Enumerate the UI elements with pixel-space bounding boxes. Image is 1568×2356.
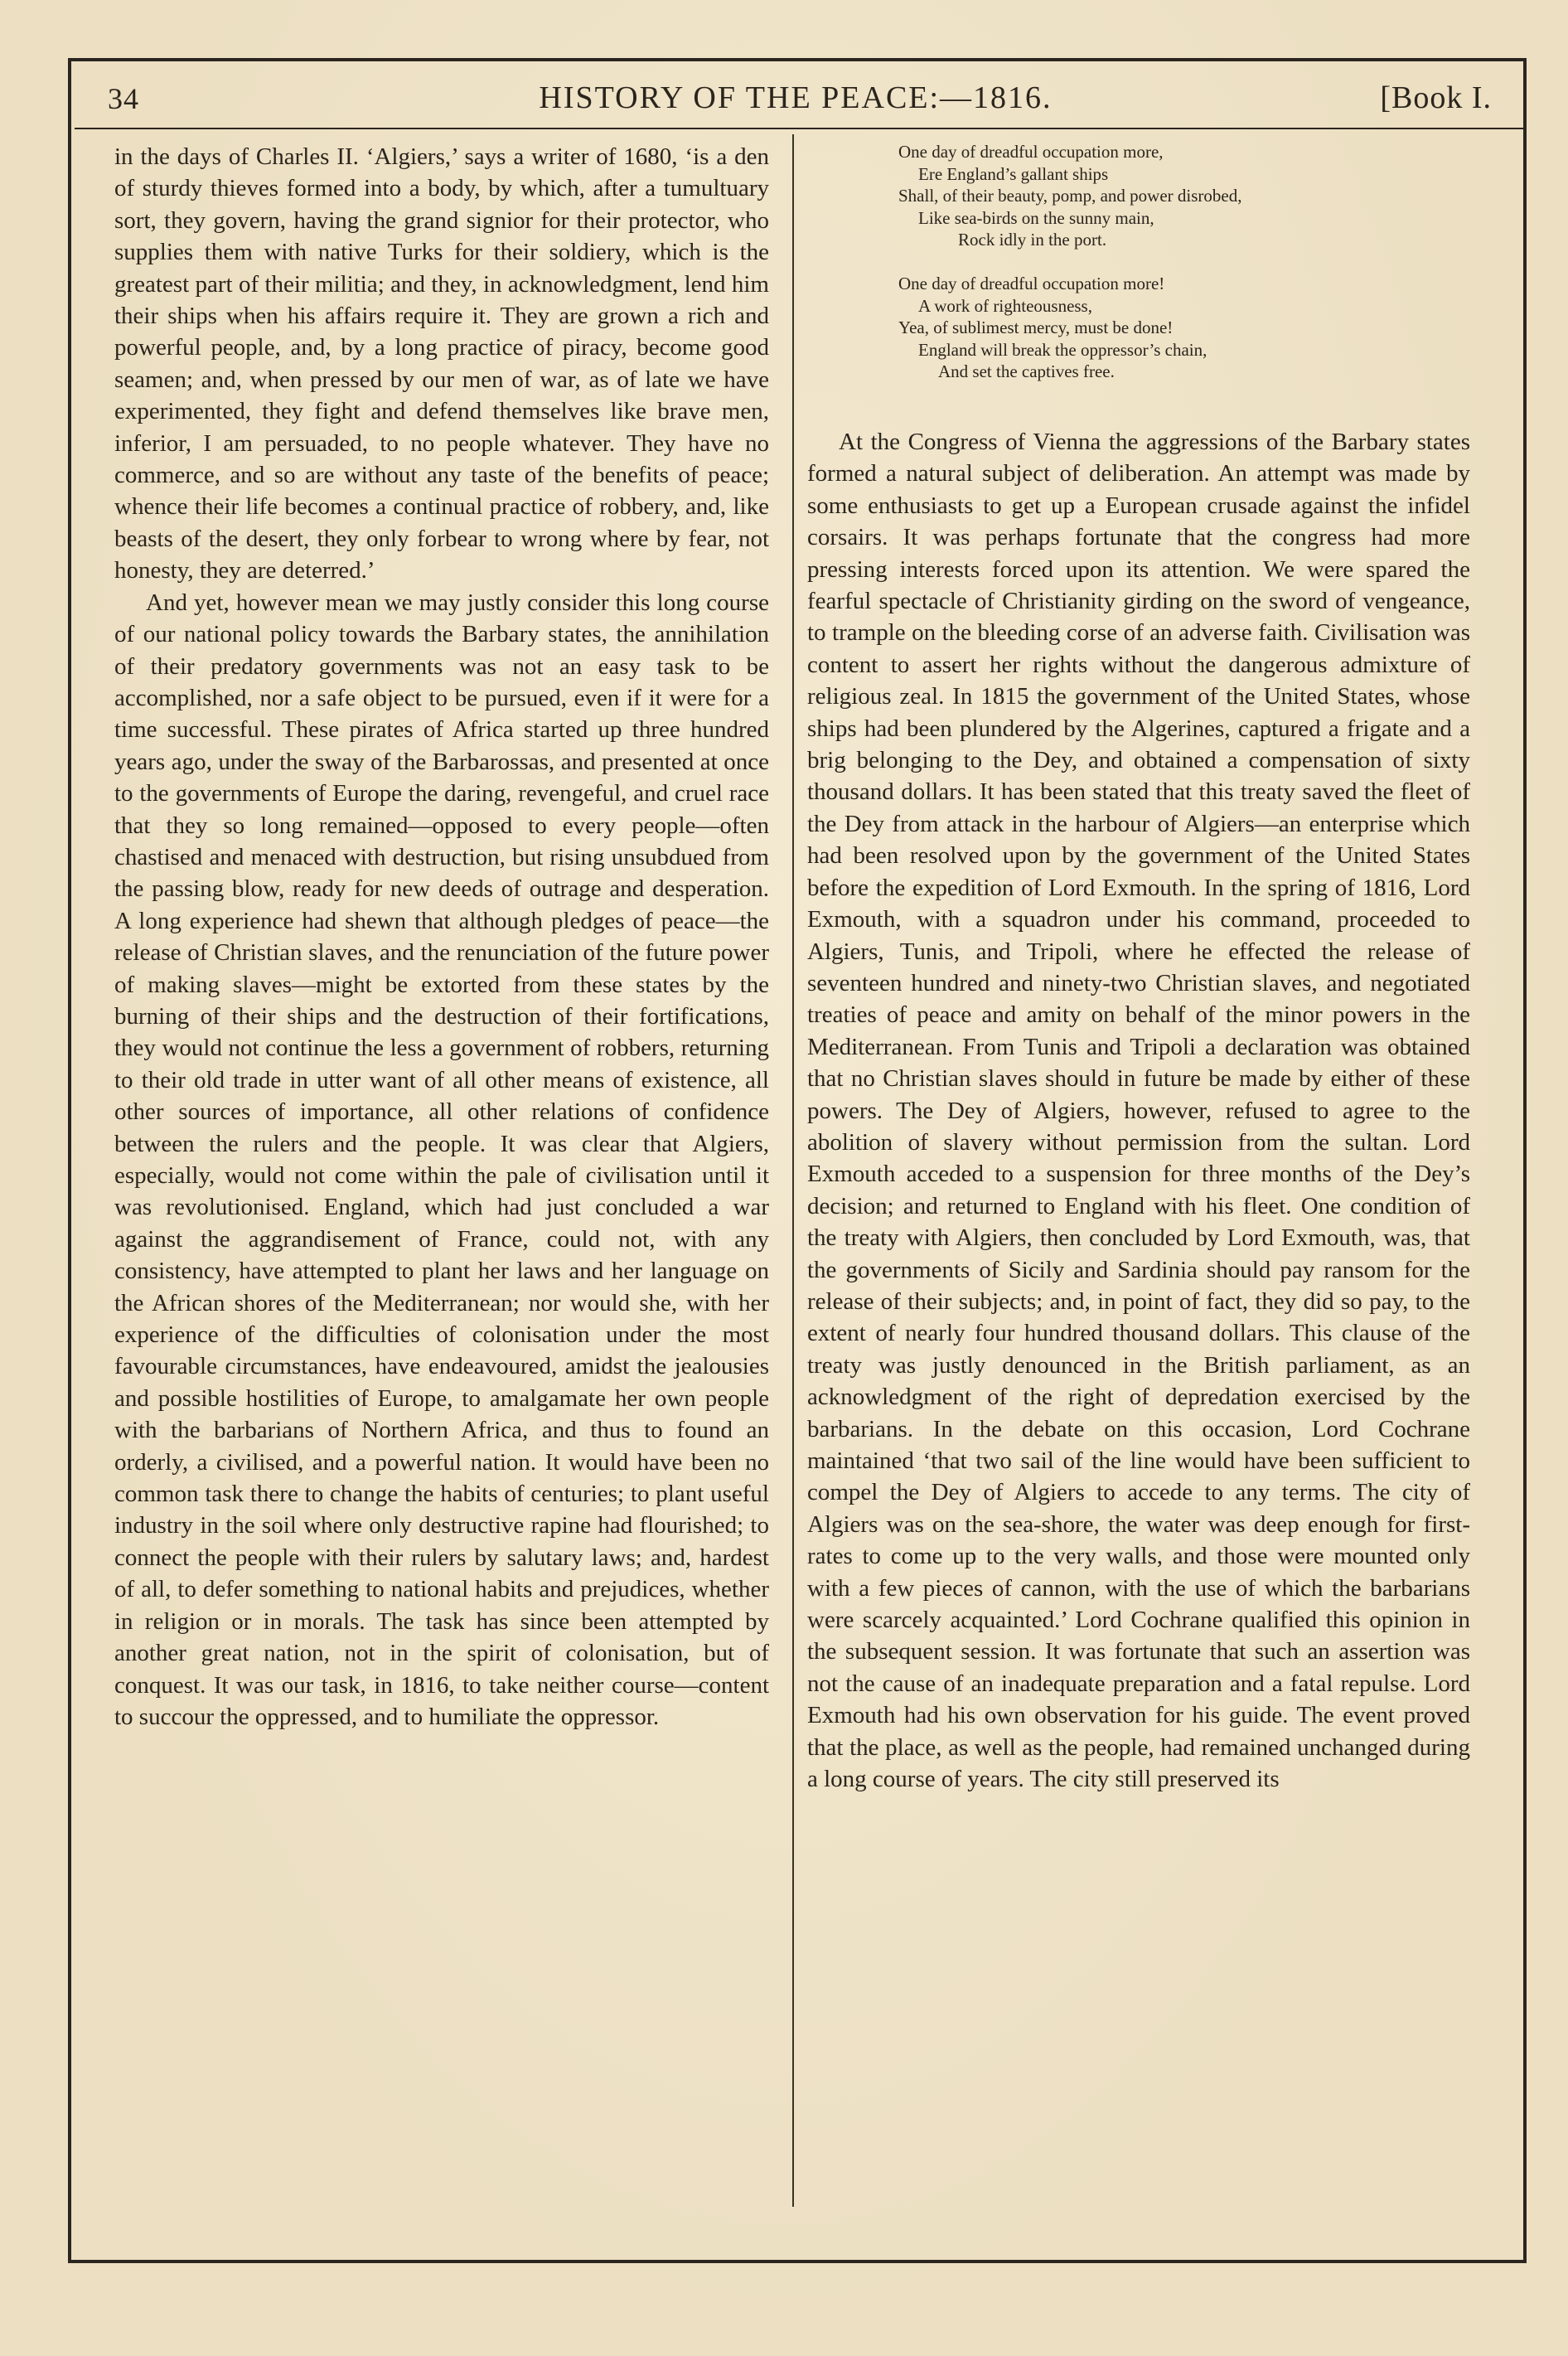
- poem-line: And set the captives free.: [938, 361, 1115, 382]
- poem-stanza-2: [898, 273, 1470, 383]
- page-frame-bottom-rule: [68, 2260, 1527, 2263]
- poem-line: Like sea-birds on the sunny main,: [918, 207, 1154, 228]
- left-paragraph-1: in the days of Charles II. ‘Algiers,’ says a writer of 1680, ‘is a den of sturdy thieves formed into a body, by which, after a tumultuary sort, they govern, having the grand signior for their protector, who supplies them with native Turks for their soldiery, which is the greatest part of their militia; and they, in acknowledgment, lend him their ships when his affairs require it. They are grown a rich and powerful people, and, by a long practice of piracy, become good seamen; and, when pressed by our men of war, as of late we have experimented, they fight and defend themselves like brave men, inferior, I am persuaded, to no people whatever. They have no commerce, and so are without any taste of the benefits of peace; whence their life becomes a continual practice of robbery, and, like beasts of the desert, they only forbear to wrong where by fear, not honesty, they are deterred.’: [114, 143, 769, 584]
- poem-line: England will break the oppressor’s chain,: [918, 339, 1207, 360]
- column-divider: [792, 134, 794, 2207]
- poem-line: Rock idly in the port.: [958, 230, 1107, 250]
- poem-line: One day of dreadful occupation more,: [898, 142, 1164, 162]
- left-column: [114, 141, 769, 2230]
- poem: [807, 141, 1470, 383]
- page-frame-right-rule: [1523, 58, 1527, 2263]
- left-paragraph-2: And yet, however mean we may justly consider this long course of our national policy towards the Barbary states, the annihilation of their predatory governments was not an easy task to be accomplished, nor a safe object to be pursued, even if it were for a time successful. These pirates of Africa started up three hundred years ago, under the sway of the Barbarossas, and presented at once to the governments of Europe the daring, revengeful, and cruel race that they so long remained—opposed to every people—often chastised and menaced with destruction, but rising unsubdued from the passing blow, ready for new deeds of outrage and desperation. A long experience had shewn that although pledges of peace—the release of Christian slaves, and the renunciation of the future power of making slaves—might be extorted from these states by the burning of their ships and the destruction of their fortifications, they would not continue the less a government of robbers, returning to their old trade in utter want of all other means of existence, all other sources of importance, all other relations of confidence between the rulers and the people. It was clear that Algiers, especially, would not come within the pale of civilisation until it was revolutionised. England, which had just concluded a war against the aggrandisement of France, could not, with any consistency, have attempted to plant her laws and her language on the African shores of the Mediterranean; nor would she, with her experience of the difficulties of colonisation under the most favourable circumstances, have endeavoured, amidst the jealousies and possible hostilities of Europe, to amalgamate her own people with the barbarians of Northern Africa, and thus to found an orderly, a civilised, and a powerful nation. It would have been no common task there to change the habits of centuries; to plant useful industry in the soil where only destructive rapine had flourished; to connect the people with their rulers by salutary laws; and, hardest of all, to defer something to national habits and prejudices, whether in religion or in morals. The task has since been attempted by another great nation, not in the spirit of colonisation, but of conquest. It was our task, in 1816, to take neither course—content to succour the oppressed, and to humiliate the oppressor.: [114, 589, 769, 1730]
- right-paragraph-1: At the Congress of Vienna the aggressions of the Barbary states formed a natural subject of deliberation. An attempt was made by some enthusiasts to get up a European crusade against the infidel corsairs. It was perhaps fortunate that the congress had more pressing interests forced upon its attention. We were spared the fearful spectacle of Christianity girding on the sword of vengeance, to trample on the bleeding corse of an adverse faith. Civilisation was content to assert her rights without the dangerous admixture of religious zeal. In 1815 the government of the United States, whose ships had been plundered by the Algerines, captured a frigate and a brig belonging to the Dey, and obtained a compensation of sixty thousand dollars. It has been stated that this treaty saved the fleet of the Dey from attack in the harbour of Algiers—an enterprise which had been resolved upon by the government of the United States before the expedition of Lord Exmouth. In the spring of 1816, Lord Exmouth, with a squadron under his command, proceeded to Algiers, Tunis, and Tripoli, where he effected the release of seventeen hundred and ninety-two Christian slaves, and negotiated treaties of peace and amity on behalf of the minor powers in the Mediterranean. From Tunis and Tripoli a declaration was obtained that no Christian slaves should in future be made by either of these powers. The Dey of Algiers, however, refused to agree to the abolition of slavery without permission from the sultan. Lord Exmouth acceded to a suspension for three months of the Dey’s decision; and returned to England with his fleet. One condition of the treaty with Algiers, then concluded by Lord Exmouth, was, that the governments of Sicily and Sardinia should pay ransom for the release of their subjects; and, in point of fact, they did so pay, to the extent of nearly four hundred thousand dollars. This clause of the treaty was justly denounced in the British parliament, as an acknowledgment of the right of depredation exercised by the barbarians. In the debate on this occasion, Lord Cochrane maintained ‘that two sail of the line would have been sufficient to compel the Dey of Algiers to accede to any terms. The city of Algiers was on the sea-shore, the water was deep enough for first-rates to come up to the very walls, and those were mounted only with a few pieces of cannon, with the use of which the barbarians were scarcely acquainted.’ Lord Cochrane qualified this opinion in the subsequent session. It was fortunate that such an assertion was not the cause of an inadequate preparation and a fatal repulse. Lord Exmouth had his own observation for his guide. The event proved that the place, as well as the people, had remained unchanged during a long course of years. The city still preserved its: [807, 429, 1470, 1793]
- running-header: [75, 76, 1517, 126]
- poem-line: Ere England’s gallant ships: [918, 163, 1109, 184]
- poem-line: One day of dreadful occupation more!: [898, 273, 1165, 293]
- poem-line: Shall, of their beauty, pomp, and power disrobed,: [898, 186, 1242, 206]
- page-frame-top-rule: [68, 58, 1527, 61]
- poem-line: A work of righteousness,: [918, 295, 1092, 316]
- right-column-body: [807, 426, 1470, 2233]
- page-number: 34: [108, 82, 139, 115]
- poem-line: Yea, of sublimest mercy, must be done!: [898, 318, 1174, 338]
- book-label: [Book I.: [1380, 80, 1492, 115]
- page-frame-left-rule: [68, 58, 71, 2263]
- running-title: HISTORY OF THE PEACE:—1816.: [539, 80, 1053, 115]
- header-rule: [75, 128, 1523, 129]
- poem-stanza-1: [898, 141, 1470, 251]
